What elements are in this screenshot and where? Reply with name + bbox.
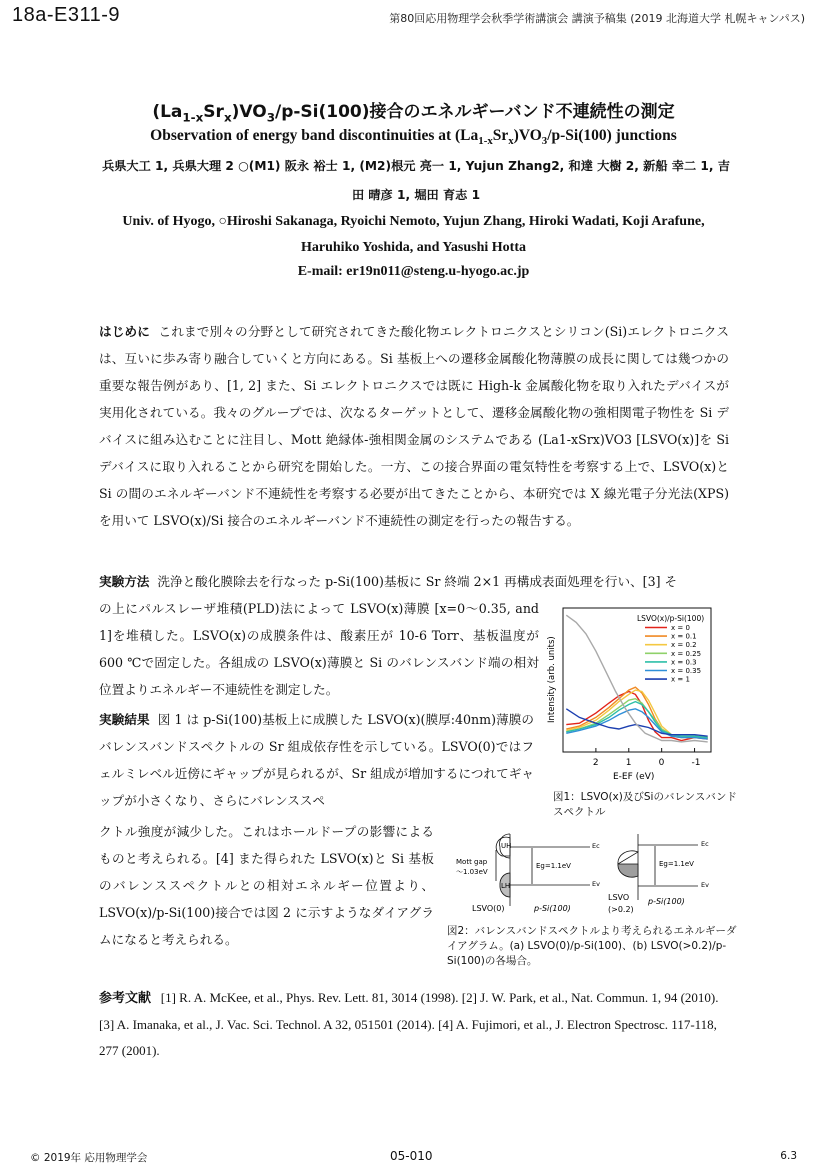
fig1-caption: 図1：LSVO(x)及びSiのバレンスバンドスペクトル <box>553 791 737 818</box>
fig2-caption: 図2：バレンスバンドスペクトルより考えられるエネルギーダイアグラム。(a) LSVO(0)/p-Si(100)、(b) LSVO(>0.2)/p-Si(100)の各場合。 <box>447 925 737 967</box>
uh-label: UH <box>501 842 512 850</box>
diagram-b <box>608 834 709 914</box>
tick-group <box>593 748 701 768</box>
method-heading: 実験方法 <box>99 574 150 589</box>
result-text-1: 図 1 は p-Si(100)基板上に成膜した LSVO(x)(膜厚:40nm)薄膜のバレンスバンドスペクトルの Sr 組成依存性を示している。LSVO(0)ではフェルミレベル近傍にギャップが見られるが、Sr 組成が増加するにつれてギャップが小さくなり、さらにバレンススペ <box>99 712 534 808</box>
ec-label-b: Ec <box>701 840 709 848</box>
mott-gap-value: ～1.03eV <box>456 868 488 876</box>
result-paragraph <box>99 706 534 814</box>
legend-label-6: x = 1 <box>671 675 690 684</box>
psi-label-b: p-Si(100) <box>648 897 685 906</box>
eg-label-b: Eg=1.1eV <box>659 860 694 868</box>
x-tick-label-3: -1 <box>691 758 701 768</box>
y-axis-label: Intensity (arb. units) <box>547 636 557 723</box>
method-paragraph-line1 <box>99 568 729 595</box>
result-heading: 実験結果 <box>99 712 150 727</box>
footer-copyright: © 2019年 応用物理学会 <box>30 1152 148 1164</box>
conference-header: 第80回応用物理学会秋季学術講演会 講演予稿集 (2019 北海道大学 札幌キャンパス) <box>389 12 805 25</box>
footer-page: 05-010 <box>390 1149 433 1163</box>
lsvo0-label: LSVO(0) <box>472 904 505 913</box>
diagram-a <box>456 834 600 913</box>
authors-japanese: 兵県大工 1, 兵県大理 2 ○(M1) 阪永 裕士 1, (M2)根元 亮一 1, Yujun Zhang2, 和達 大樹 2, 新船 幸二 1, 吉田 晴彦 1, 堀田 育志 1 <box>102 159 730 202</box>
valence-band-b <box>618 851 638 864</box>
legend-label-3: x = 0.25 <box>671 649 702 658</box>
fig2-diagram <box>452 828 732 920</box>
title-japanese: $(La_{1-x}Sr_x)VO_3/p-Si(100)$接合のエネルギーバンド不連続性の測定 <box>152 102 675 125</box>
x-tick-label-1: 1 <box>625 758 632 768</box>
ev-label-b: Ev <box>701 881 709 889</box>
intro-heading: はじめに <box>99 324 151 339</box>
legend-label-2: x = 0.2 <box>671 641 697 650</box>
lsvo-b-label-2: (>0.2) <box>608 905 634 914</box>
authors-english: Univ. of Hyogo, ○Hiroshi Sakanaga, Ryoichi Nemoto, Yujun Zhang, Hiroki Wadati, Koji Arafune, Haruhiko Yoshida, and Yasushi Hotta <box>122 214 705 255</box>
lh-label: LH <box>501 882 511 890</box>
series-line-0 <box>566 692 707 741</box>
legend-label-1: x = 0.1 <box>671 632 697 641</box>
refs-text: [1] R. A. McKee, et al., Phys. Rev. Lett. 81, 3014 (1998). [2] J. W. Park, et al., Nat. Commun. 1, 94 (2010). [3] A. Imanaka, et al., J. Vac. Sci. Technol. A 32, 051501 (2014). [4] A. Fujimori, et al., J. Electron Spectrosc. 117-118, 277 (2001). <box>99 990 719 1058</box>
psi-label-a: p-Si(100) <box>534 904 571 913</box>
intro-text: これまで別々の分野として研究されてきた酸化物エレクトロニクスとシリコン(Si)エレクトロニクスは、互いに歩み寄り融合していくと方向にある。Si 基板上への遷移金属酸化物薄膜の成長に関しては幾つかの重要な報告例があり、[1, 2] また、Si エレクトロニクスでは既に High-k 金属酸化物を取り入れたデバイスが実用化されている。我々のグループでは、次なるターゲットとして、遷移金属酸化物の強相関電子物性を Si デバイスに組み込むことに注目し、Mott 絶縁体‐強相関金属のシステムである (La1-xSrx)VO3 [LSVO(x)]を Si デバイスに取り入れることから研究を開始した。一方、この接合界面の電気特性を考察する上で、LSVO(x)と Si の間のエネルギーバンド不連続性を考察する必要が出てきたことから、本研究では X 線光電子分光法(XPS)を用いて LSVO(x)/Si 接合のエネルギーバンド不連続性の測定を行ったの報告する。 <box>99 324 729 528</box>
method-text-2: の上にパルスレーザ堆積(PLD)法によって LSVO(x)薄膜 [x=0～0.35, and 1]を堆積した。LSVO(x)の成膜条件は、酸素圧が 10-6 Torr、基板温度が 600 ℃で固定した。各組成の LSVO(x)薄膜と Si のバレンスバンド端の相対位置よりエネルギー不連続性を測定した。 <box>99 601 539 697</box>
ec-label-a: Ec <box>592 842 600 850</box>
x-axis-label: E-EF (eV) <box>613 772 655 782</box>
mott-gap-label: Mott gap <box>456 858 488 866</box>
method-paragraph <box>99 595 539 703</box>
email: E-mail: er19n011@steng.u-hyogo.ac.jp <box>297 264 530 279</box>
abstract-code: 18a-E311-9 <box>12 4 121 26</box>
legend-label-5: x = 0.35 <box>671 667 702 675</box>
series-line-1 <box>566 687 707 737</box>
intro-paragraph <box>99 318 729 534</box>
legend-label-4: x = 0.3 <box>671 658 697 667</box>
eg-label-a: Eg=1.1eV <box>536 862 571 870</box>
x-tick-label-2: 0 <box>658 758 665 768</box>
valence-band-b-fill <box>618 864 638 877</box>
references <box>99 985 729 1064</box>
result-text-2: クトル強度が減少した。これはホールドープの影響によるものと考えられる。[4] また得られた LSVO(x)と Si 基板のバレンススペクトルとの相対エネルギー位置より、LSVO(x)/p-Si(100)接合では図 2 に示すようなダイアグラムになると考えられる。 <box>99 824 434 947</box>
method-text-1: 洗浄と酸化膜除去を行なった p-Si(100)基板に Sr 終端 2×1 再構成表面処理を行い、[3] そ <box>157 574 678 589</box>
title-english: Observation of energy band discontinuities at $(La_{1-x}Sr_x)VO_3/p-Si(100)$ junctions <box>150 127 677 148</box>
lsvo-b-label: LSVO <box>608 893 630 902</box>
legend-label-0: x = 0 <box>671 624 690 632</box>
x-tick-label-0: 2 <box>592 758 599 768</box>
refs-heading: 参考文献 <box>99 991 152 1006</box>
fig1-chart <box>545 605 735 785</box>
footer-section: 6.3 <box>780 1150 797 1162</box>
ev-label-a: Ev <box>592 880 600 888</box>
legend <box>645 624 701 684</box>
legend-title: LSVO(x)/p-Si(100) <box>637 614 705 623</box>
result-paragraph-continued <box>99 818 434 953</box>
